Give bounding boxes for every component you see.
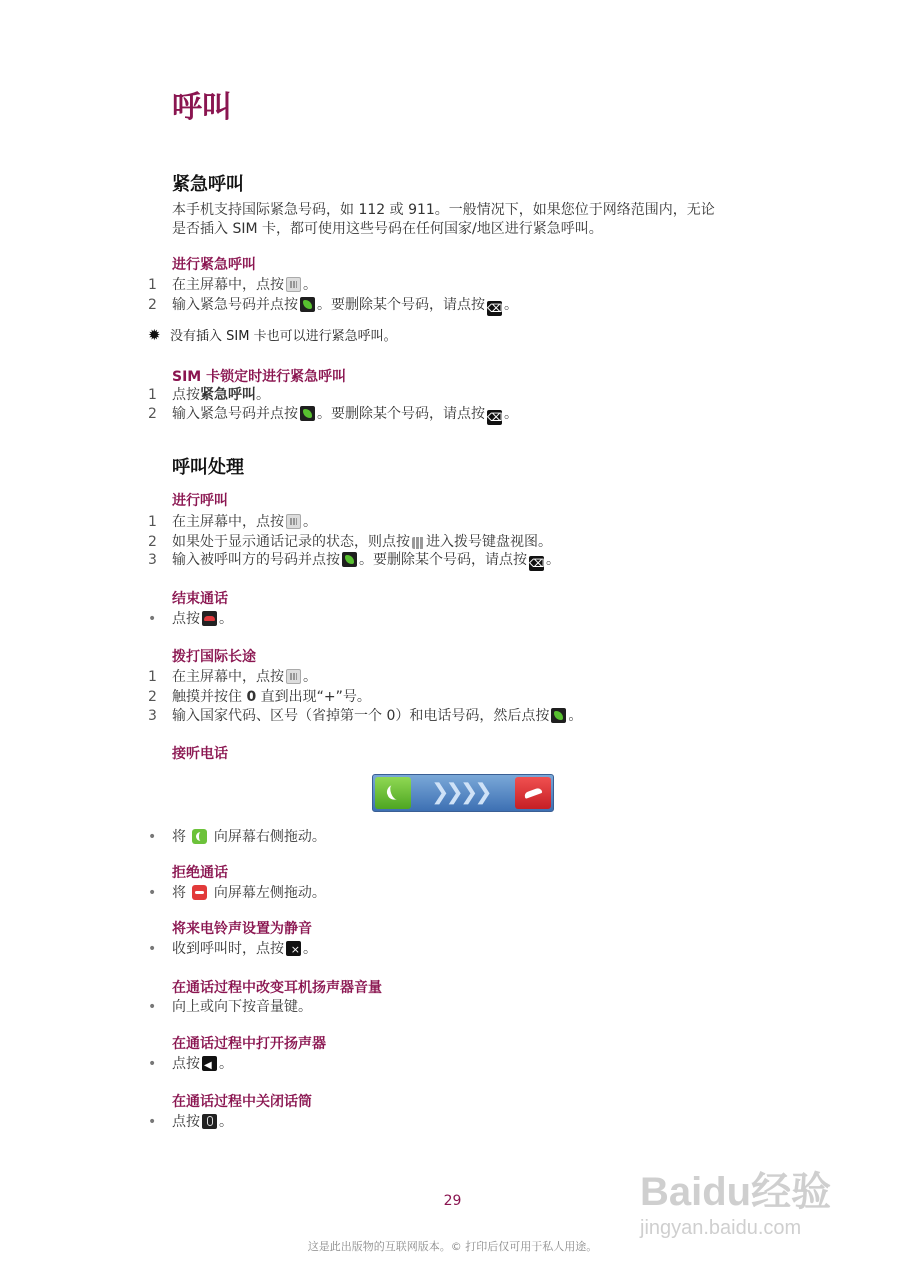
step-2 <box>148 405 518 425</box>
step-number: 2 <box>148 689 157 705</box>
period: 。 <box>504 297 518 313</box>
period: 。 <box>219 1114 233 1130</box>
step-text: 向屏幕右侧拖动。 <box>213 829 326 845</box>
delete-icon: ⌫ <box>487 302 503 315</box>
call-icon <box>300 297 315 312</box>
step-text: 在主屏幕中，点按 <box>172 277 284 293</box>
bullet-item <box>148 940 317 959</box>
step-1 <box>148 513 317 532</box>
bullet: • <box>148 1114 157 1130</box>
step-text: 点按 <box>172 1114 200 1130</box>
tip <box>148 325 397 344</box>
section-heading-emergency: 紧急呼叫 <box>172 174 244 195</box>
period: 。 <box>303 514 317 530</box>
period: 。 <box>219 1056 233 1072</box>
bullet-item <box>148 610 233 629</box>
step-text: 向屏幕左侧拖动。 <box>213 885 326 901</box>
emergency-intro-line1: 本手机支持国际紧急号码，如 112 或 911。一般情况下，如果您位于网络范围内，无论 <box>172 202 715 218</box>
subheading-make-emergency-call: 进行紧急呼叫 <box>172 257 256 273</box>
watermark-url: jingyan.baidu.com <box>640 1217 802 1239</box>
subheading-silence-ringtone: 将来电铃声设置为静音 <box>172 921 312 937</box>
reject-icon <box>192 885 207 900</box>
period: 。 <box>256 387 270 403</box>
dialpad-icon <box>412 537 424 549</box>
step-text: 输入紧急号码并点按 <box>172 406 298 422</box>
bullet-item <box>148 1113 233 1132</box>
chevron-right-icon: ❯❯❯❯ <box>431 780 489 805</box>
step-text: 向上或向下按音量键。 <box>172 999 312 1015</box>
step-number: 1 <box>148 277 157 293</box>
subheading-change-volume: 在通话过程中改变耳机扬声器音量 <box>172 980 382 996</box>
period: 。 <box>219 611 233 627</box>
home-screen-icon <box>286 514 301 529</box>
step-text: 点按 <box>172 1056 200 1072</box>
bullet-item <box>148 884 326 903</box>
step-text: 收到呼叫时，点按 <box>172 941 284 957</box>
page-title: 呼叫 <box>172 90 232 125</box>
step-text: 将 <box>172 885 186 901</box>
call-icon <box>342 552 357 567</box>
page-number: 29 <box>443 1193 462 1209</box>
home-screen-icon <box>286 277 301 292</box>
call-icon <box>300 406 315 421</box>
period: 。 <box>504 406 518 422</box>
bullet: • <box>148 941 157 957</box>
step-text: 。要删除某个号码，请点按 <box>317 406 485 422</box>
step-number: 2 <box>148 406 157 422</box>
mute-ringtone-icon <box>286 941 301 956</box>
step-text: 触摸并按住 <box>172 689 242 705</box>
bullet-item <box>148 1055 233 1074</box>
subheading-international: 拨打国际长途 <box>172 649 256 665</box>
call-icon <box>551 708 566 723</box>
step-number: 2 <box>148 297 157 313</box>
emergency-call-label: 紧急呼叫 <box>200 387 256 403</box>
step-number: 3 <box>148 552 157 568</box>
bullet: • <box>148 1056 157 1072</box>
answer-icon <box>192 829 207 844</box>
step-2 <box>148 296 518 316</box>
subheading-end-call: 结束通话 <box>172 591 228 607</box>
step-text: 在主屏幕中，点按 <box>172 514 284 530</box>
period: 。 <box>303 277 317 293</box>
step-text: 进入拨号键盘视图。 <box>426 534 552 550</box>
step-number: 1 <box>148 387 157 403</box>
step-text: 在主屏幕中，点按 <box>172 669 284 685</box>
step-text: 输入紧急号码并点按 <box>172 297 298 313</box>
bullet-item <box>148 998 312 1017</box>
period: 。 <box>303 941 317 957</box>
step-text: 。要删除某个号码，请点按 <box>359 552 527 568</box>
subheading-make-call: 进行呼叫 <box>172 493 228 509</box>
step-text: 如果处于显示通话记录的状态，则点按 <box>172 534 410 550</box>
step-1 <box>148 668 317 687</box>
subheading-answer-call: 接听电话 <box>172 746 228 762</box>
step-2 <box>148 533 552 552</box>
section-heading-call-handling: 呼叫处理 <box>172 457 244 478</box>
end-call-icon <box>202 611 217 626</box>
home-screen-icon <box>286 669 301 684</box>
footer-note: 这是此出版物的互联网版本。© 打印后仅可用于私人用途。 <box>307 1240 598 1253</box>
step-number: 1 <box>148 669 157 685</box>
step-text: 输入被呼叫方的号码并点按 <box>172 552 340 568</box>
step-text: 直到出现“+”号。 <box>260 689 371 705</box>
answer-reject-slider[interactable] <box>372 774 554 812</box>
subheading-mic-off: 在通话过程中关闭话筒 <box>172 1094 312 1110</box>
step-3 <box>148 707 582 726</box>
period: 。 <box>568 708 583 724</box>
emergency-intro-line2: 是否插入 SIM 卡，都可使用这些号码在任何国家/地区进行紧急呼叫。 <box>172 221 603 237</box>
step-1 <box>148 386 270 405</box>
step-number: 3 <box>148 708 157 724</box>
step-text: 点按 <box>172 611 200 627</box>
period: 。 <box>303 669 317 685</box>
subheading-reject-call: 拒绝通话 <box>172 865 228 881</box>
step-text: 。要删除某个号码，请点按 <box>317 297 485 313</box>
mic-off-icon <box>202 1114 217 1129</box>
step-text: 输入国家代码、区号（省掉第一个 0）和电话号码，然后点按 <box>172 708 550 724</box>
speaker-icon <box>202 1056 217 1071</box>
step-3 <box>148 551 560 571</box>
step-text: 点按 <box>172 387 200 403</box>
bullet: • <box>148 885 157 901</box>
bullet-item <box>148 828 326 847</box>
tip-bulb-icon: ✹ <box>148 326 161 344</box>
zero-key-label: 0 <box>246 689 257 705</box>
bullet: • <box>148 611 157 627</box>
reject-handle-icon[interactable] <box>515 777 551 809</box>
delete-icon: ⌫ <box>529 557 545 570</box>
step-1 <box>148 276 317 295</box>
period: 。 <box>546 552 560 568</box>
bullet: • <box>148 999 157 1015</box>
delete-icon: ⌫ <box>487 411 503 424</box>
step-text: 将 <box>172 829 186 845</box>
answer-handle-icon[interactable] <box>375 777 411 809</box>
watermark-logo: Baidu经验 <box>640 1170 832 1214</box>
step-number: 1 <box>148 514 157 530</box>
subheading-sim-locked: SIM 卡锁定时进行紧急呼叫 <box>172 369 347 385</box>
subheading-speaker: 在通话过程中打开扬声器 <box>172 1036 326 1052</box>
bullet: • <box>148 829 157 845</box>
tip-text: 没有插入 SIM 卡也可以进行紧急呼叫。 <box>170 329 397 344</box>
step-2 <box>148 688 371 707</box>
step-number: 2 <box>148 534 157 550</box>
